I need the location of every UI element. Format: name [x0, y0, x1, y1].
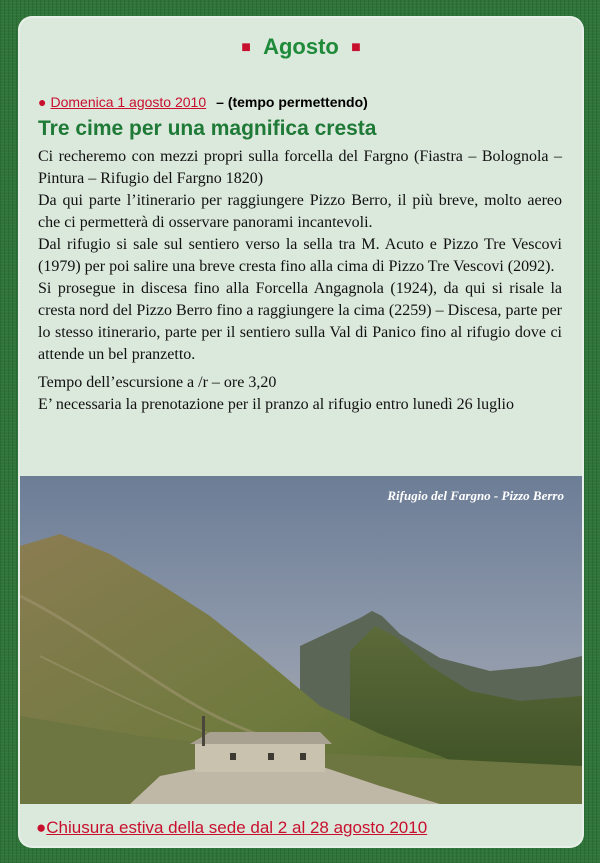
content-panel	[18, 16, 584, 848]
paragraph: Dal rifugio si sale sul sentiero verso la sella tra M. Acuto e Pizzo Tre Vescovi (1979) per poi salire una breve cresta fino alla cima di Pizzo Tre Vescovi (2092).	[38, 236, 562, 275]
event-title: Tre cime per una magnifica cresta	[38, 117, 377, 140]
square-bullet-icon: ■	[241, 39, 251, 56]
paragraph: Si prosegue in discesa fino alla Forcella Angagnola (1924), da qui si risale la cresta nord del Pizzo Berro fino a raggiungere la cima (2259) – Discesa, parte per lo stesso itinerario, parte per il sentiero sulla Val di Panico fino al rifugio dove ci attende un bel pranzetto.	[38, 280, 562, 363]
closure-notice-link[interactable]: Chiusura estiva della sede dal 2 al 28 agosto 2010	[46, 818, 428, 837]
paragraph: Tempo dell’escursione a /r – ore 3,20	[38, 374, 277, 391]
month-title: Agosto	[263, 34, 339, 59]
photo-caption: Rifugio del Fargno - Pizzo Berro	[387, 488, 564, 503]
closure-notice	[36, 818, 427, 838]
event-date-link[interactable]: Domenica 1 agosto 2010	[50, 94, 207, 110]
mountain-hut-image	[20, 476, 582, 804]
paragraph: Ci recheremo con mezzi propri sulla forcella del Fargno (Fiastra – Bolognola – Pintura – Rifugio del Fargno 1820)	[38, 148, 562, 187]
landscape-photo	[20, 476, 582, 804]
month-header	[18, 34, 584, 60]
paragraph: E’ necessaria la prenotazione per il pranzo al rifugio entro lunedì 26 luglio	[38, 396, 514, 413]
bullet-icon: ●	[38, 94, 47, 110]
event-description	[38, 146, 562, 416]
paragraph: Da qui parte l’itinerario per raggiungere Pizzo Berro, il più breve, molto aereo che ci permetterà di osservare panorami incantevoli.	[38, 192, 562, 231]
event-weather-note: – (tempo permettendo)	[216, 94, 368, 110]
square-bullet-icon: ■	[351, 39, 361, 56]
bullet-icon: ●	[36, 818, 47, 837]
event-date-line	[38, 94, 368, 110]
